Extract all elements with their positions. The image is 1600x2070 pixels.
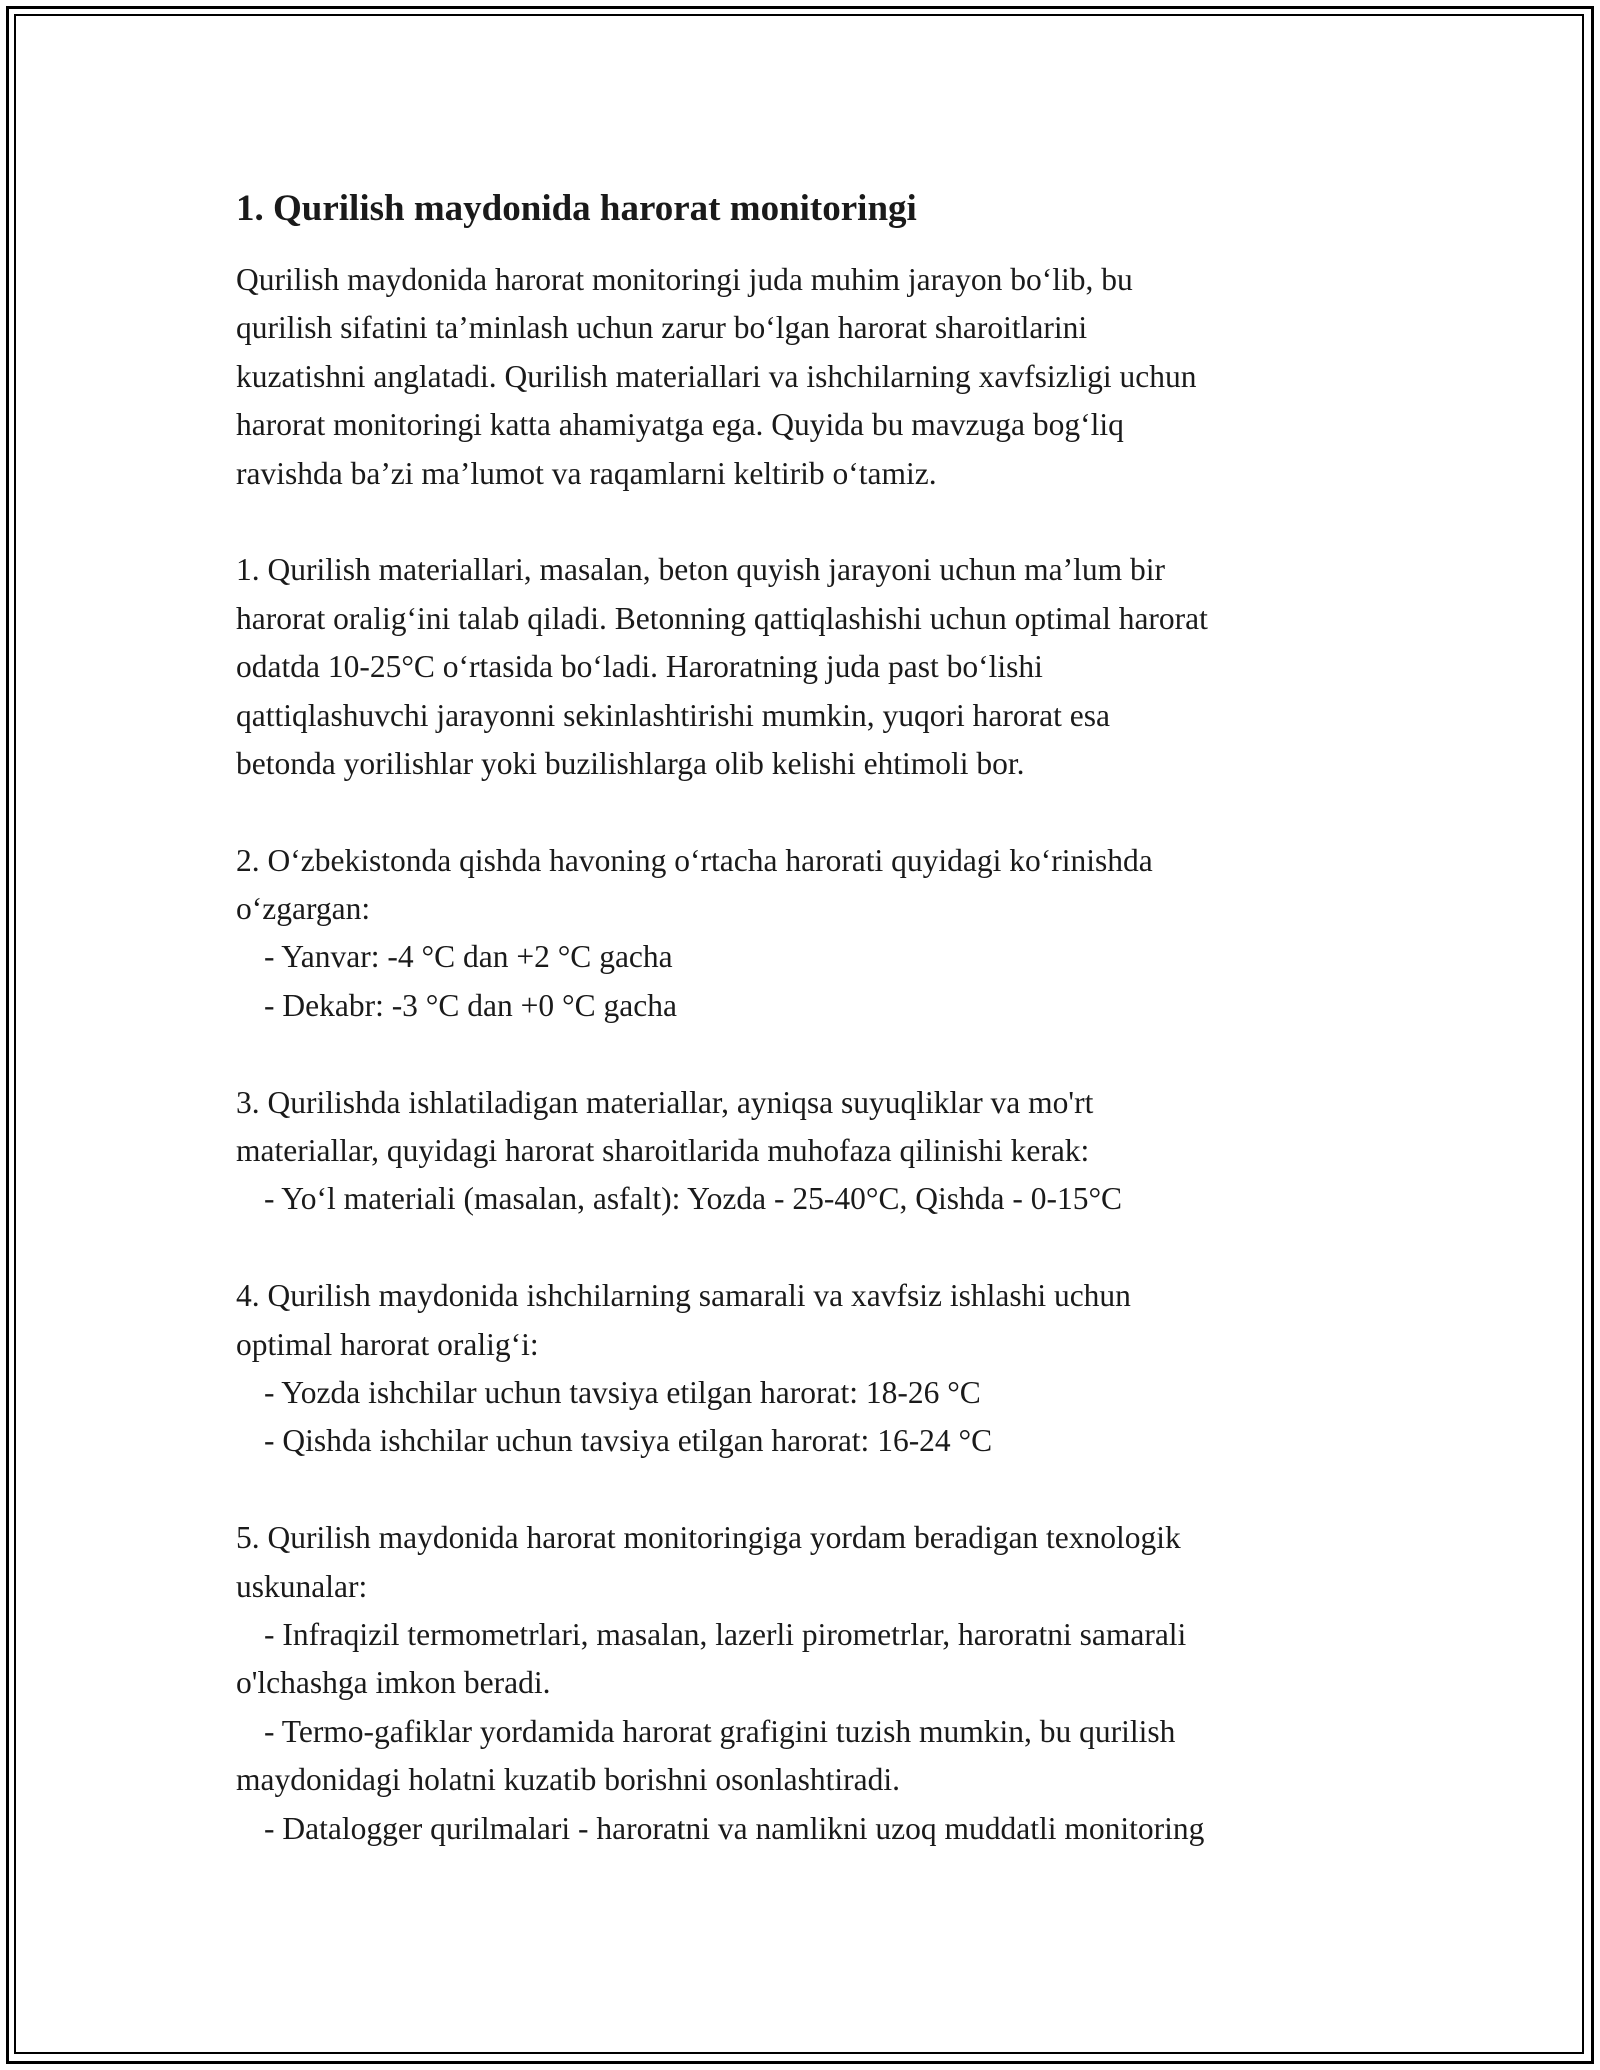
intro-line: qurilish sifatini ta’minlash uchun zarur bo‘lgan harorat sharoitlarini: [236, 310, 1088, 346]
item-1-line: qattiqlashuvchi jarayonni sekinlashtirishi mumkin, yuqori harorat esa: [236, 697, 1110, 733]
item-2-bullet: - Yanvar: -4 °C dan +2 °C gacha: [264, 939, 673, 975]
intro-line: harorat monitoringi katta ahamiyatga ega. Quyida bu mavzuga bog‘liq: [236, 407, 1124, 443]
item-4-line: 4. Qurilish maydonida ishchilarning samarali va xavfsiz ishlashi uchun: [236, 1278, 1131, 1314]
paragraph-gap: [236, 1224, 1416, 1272]
document-title: 1. Qurilish maydonida harorat monitoringi: [236, 188, 917, 229]
item-5-bullet: - Termo-gafiklar yordamida harorat grafigini tuzish mumkin, bu qurilish: [264, 1713, 1176, 1749]
item-5-bullet: - Infraqizil termometrlari, masalan, lazerli pirometrlar, haroratni samarali: [264, 1616, 1187, 1652]
item-5-bullet: - Datalogger qurilmalari - haroratni va namlikni uzoq muddatli monitoring: [264, 1810, 1205, 1846]
document-body: [236, 184, 1416, 1853]
item-2-bullet: - Dekabr: -3 °C dan +0 °C gacha: [264, 987, 677, 1023]
item-5-bullet-continuation: o'lchashga imkon beradi.: [236, 1665, 551, 1701]
item-3-bullet: - Yo‘l materiali (masalan, asfalt): Yozda - 25-40°C, Qishda - 0-15°C: [264, 1181, 1123, 1217]
intro-line: ravishda ba’zi ma’lumot va raqamlarni keltirib o‘tamiz.: [236, 455, 937, 491]
paragraph-gap: [236, 1030, 1416, 1078]
item-4-paragraph: [236, 1272, 1416, 1466]
item-1-line: odatda 10-25°C o‘rtasida bo‘ladi. Haroratning juda past bo‘lishi: [236, 649, 1043, 685]
item-5-bullet-continuation: maydonidagi holatni kuzatib borishni osonlashtiradi.: [236, 1762, 901, 1798]
paragraph-gap: [236, 498, 1416, 546]
intro-line: Qurilish maydonida harorat monitoringi juda muhim jarayon bo‘lib, bu: [236, 262, 1133, 297]
item-3-line: materiallar, quyidagi harorat sharoitlarida muhofaza qilinishi kerak:: [236, 1133, 1090, 1169]
item-2-line: 2. O‘zbekistonda qishda havoning o‘rtacha harorati quyidagi ko‘rinishda: [236, 842, 1153, 878]
item-5-line: 5. Qurilish maydonida harorat monitoringiga yordam beradigan texnologik: [236, 1520, 1181, 1556]
item-2-line: o‘zgargan:: [236, 891, 371, 927]
item-3-line: 3. Qurilishda ishlatiladigan materiallar, ayniqsa suyuqliklar va mo'rt: [236, 1084, 1094, 1120]
item-2-paragraph: [236, 837, 1416, 1031]
item-5-line: uskunalar:: [236, 1568, 368, 1604]
paragraph-gap: [236, 788, 1416, 836]
intro-paragraph: [236, 256, 1416, 498]
item-3-paragraph: [236, 1079, 1416, 1224]
item-5-paragraph: [236, 1514, 1416, 1853]
intro-line: kuzatishni anglatadi. Qurilish materiallari va ishchilarning xavfsizligi uchun: [236, 358, 1197, 394]
item-4-bullet: - Qishda ishchilar uchun tavsiya etilgan harorat: 16-24 °C: [264, 1423, 993, 1459]
item-1-line: 1. Qurilish materiallari, masalan, beton quyish jarayoni uchun ma’lum bir: [236, 552, 1166, 588]
paragraph-gap: [236, 1466, 1416, 1514]
item-1-paragraph: [236, 546, 1416, 788]
item-4-line: optimal harorat oralig‘i:: [236, 1326, 539, 1362]
item-4-bullet: - Yozda ishchilar uchun tavsiya etilgan harorat: 18-26 °C: [264, 1374, 981, 1410]
item-1-line: betonda yorilishlar yoki buzilishlarga olib kelishi ehtimoli bor.: [236, 745, 1025, 781]
item-1-line: harorat oralig‘ini talab qiladi. Betonning qattiqlashishi uchun optimal harorat: [236, 600, 1208, 636]
